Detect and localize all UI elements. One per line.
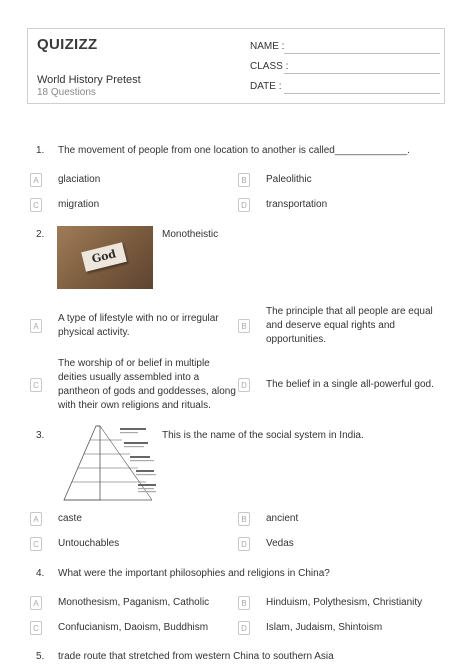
option-line: with their own religions and rituals. bbox=[58, 400, 211, 411]
option-line: A type of lifestyle with no or irregular bbox=[58, 313, 219, 324]
caste-pyramid-image bbox=[60, 424, 160, 502]
date-field[interactable] bbox=[250, 81, 281, 92]
option-letter[interactable]: A bbox=[30, 512, 42, 526]
option-line: opportunities. bbox=[266, 334, 327, 345]
option-line: and deserve equal rights and bbox=[266, 320, 395, 331]
option-line: The worship of or belief in multiple bbox=[58, 358, 210, 369]
option-letter[interactable]: D bbox=[238, 378, 250, 392]
question-number: 2. bbox=[36, 229, 45, 240]
option-text[interactable]: Hinduism, Polythesism, Christianity bbox=[266, 597, 423, 608]
option-letter[interactable]: C bbox=[30, 621, 42, 635]
quizizz-logo: QUIZIZZ bbox=[37, 36, 98, 53]
name-label: NAME : bbox=[250, 41, 285, 52]
date-line bbox=[284, 93, 440, 94]
date-label: DATE : bbox=[250, 81, 282, 92]
option-letter[interactable]: B bbox=[238, 173, 250, 187]
question-text: This is the name of the social system in India. bbox=[162, 430, 364, 441]
option-letter[interactable]: A bbox=[30, 319, 42, 333]
option-letter[interactable]: A bbox=[30, 173, 42, 187]
option-text[interactable] bbox=[58, 357, 236, 413]
question-number: 3. bbox=[36, 430, 45, 441]
option-text[interactable]: Monothesism, Paganism, Catholic bbox=[58, 597, 210, 608]
option-text[interactable]: caste bbox=[58, 513, 82, 524]
option-text[interactable]: Vedas bbox=[266, 538, 294, 549]
option-text[interactable] bbox=[266, 305, 433, 347]
option-line: The principle that all people are equal bbox=[266, 306, 433, 317]
name-field[interactable] bbox=[250, 41, 284, 52]
option-text[interactable]: migration bbox=[58, 199, 100, 210]
question-text: What were the important philosophies and religions in China? bbox=[58, 568, 330, 579]
option-line: The belief in a single all-powerful god. bbox=[266, 379, 434, 390]
option-letter[interactable]: C bbox=[30, 537, 42, 551]
worksheet-header bbox=[27, 28, 445, 104]
option-letter[interactable]: D bbox=[238, 537, 250, 551]
class-line bbox=[284, 73, 440, 74]
option-text[interactable]: Untouchables bbox=[58, 538, 120, 549]
option-text[interactable]: transportation bbox=[266, 199, 328, 210]
name-line bbox=[284, 53, 440, 54]
option-letter[interactable]: B bbox=[238, 512, 250, 526]
question-number: 5. bbox=[36, 651, 45, 662]
god-paper-label: God bbox=[81, 242, 127, 272]
option-text[interactable] bbox=[266, 378, 434, 392]
option-line: physical activity. bbox=[58, 327, 130, 338]
option-letter[interactable]: B bbox=[238, 319, 250, 333]
option-text[interactable]: glaciation bbox=[58, 174, 101, 185]
option-letter[interactable]: D bbox=[238, 198, 250, 212]
option-text[interactable]: ancient bbox=[266, 513, 299, 524]
option-letter[interactable]: C bbox=[30, 378, 42, 392]
option-letter[interactable]: C bbox=[30, 198, 42, 212]
option-text[interactable] bbox=[58, 312, 219, 340]
option-line: deities usually assembled into a bbox=[58, 372, 200, 383]
god-word-image bbox=[57, 226, 153, 289]
question-number: 4. bbox=[36, 568, 45, 579]
class-label: CLASS : bbox=[250, 61, 289, 72]
option-letter[interactable]: D bbox=[238, 621, 250, 635]
option-text[interactable]: Confucianism, Daoism, Buddhism bbox=[58, 622, 209, 633]
question-count: 18 Questions bbox=[37, 87, 96, 98]
option-letter[interactable]: A bbox=[30, 596, 42, 610]
option-letter[interactable]: B bbox=[238, 596, 250, 610]
question-text: The movement of people from one location to another is called_____________. bbox=[58, 145, 410, 156]
option-line: pantheon of gods and goddesses, along bbox=[58, 386, 236, 397]
option-text[interactable]: Paleolithic bbox=[266, 174, 312, 185]
question-text: Monotheistic bbox=[162, 229, 219, 240]
question-number: 1. bbox=[36, 145, 45, 156]
worksheet-title: World History Pretest bbox=[37, 74, 141, 86]
option-text[interactable]: Islam, Judaism, Shintoism bbox=[266, 622, 383, 633]
class-field[interactable] bbox=[250, 61, 288, 72]
question-text: trade route that stretched from western China to southern Asia bbox=[58, 651, 334, 662]
